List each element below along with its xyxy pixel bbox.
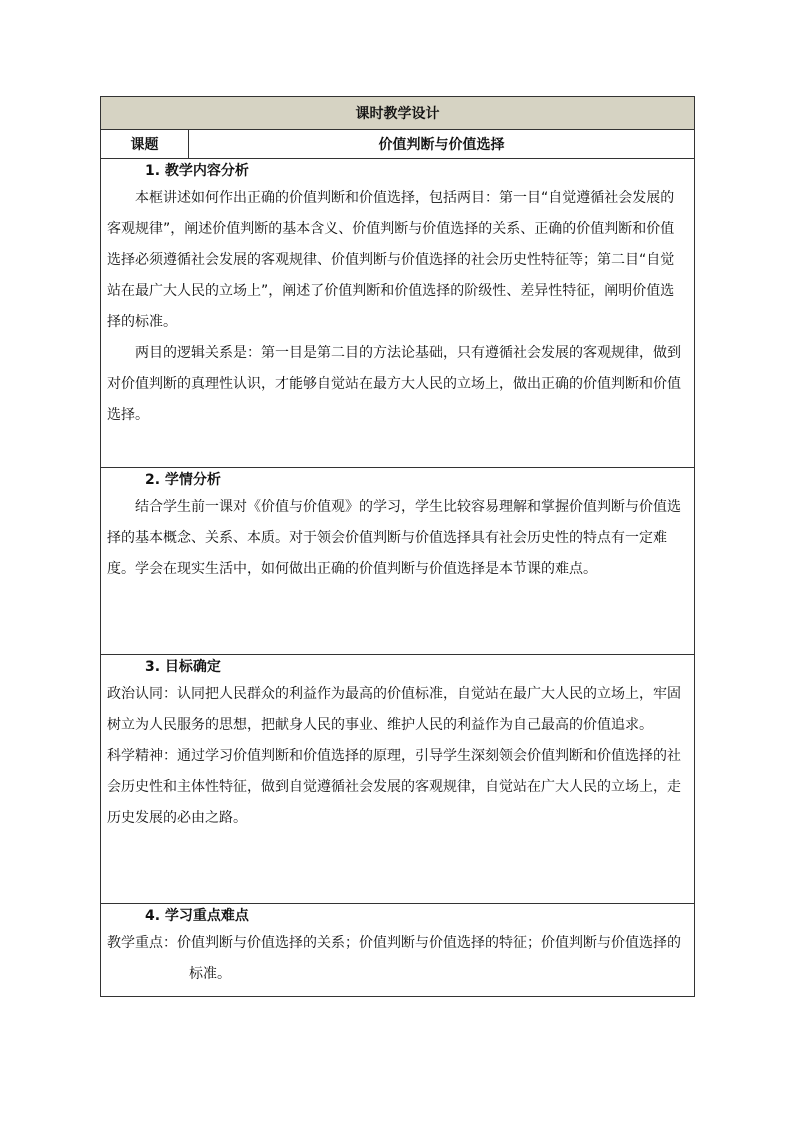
title-row bbox=[101, 97, 695, 130]
paragraph: 本框讲述如何作出正确的价值判断和价值选择，包括两目：第一目“自觉遵循社会发展的客观规律”，阐述价值判断的基本含义、价值判断与价值选择的关系、正确的价值判断和价值选择必须遵循社会发展的客观规律、价值判断与价值选择的社会历史性特征等；第二目“自觉站在最广大人民的立场上”，阐述了价值判断和价值选择的阶级性、差异性特征，阐明价值选择的标准。 bbox=[107, 190, 675, 330]
section-heading: 1. 教学内容分析 bbox=[145, 163, 249, 179]
topic-label: 课题 bbox=[101, 130, 189, 159]
topic-row bbox=[101, 130, 695, 159]
section-objectives-row bbox=[101, 655, 695, 904]
paragraph: 两目的逻辑关系是：第一目是第二目的方法论基础，只有遵循社会发展的客观规律，做到对价值判断的真理性认识，才能够自觉站在最方大人民的立场上，做出正确的价值判断和价值选择。 bbox=[107, 345, 681, 423]
paragraph: 结合学生前一课对《价值与价值观》的学习，学生比较容易理解和掌握价值判断与价值选择的基本概念、关系、本质。对于领会价值判断与价值选择具有社会历史性的特点有一定难度。学会在现实生活中，如何做出正确的价值判断与价值选择是本节课的难点。 bbox=[107, 499, 681, 577]
section-content-analysis bbox=[101, 159, 694, 431]
section-content-analysis-row bbox=[101, 159, 695, 468]
lesson-design-sheet bbox=[100, 96, 694, 997]
paragraph: 政治认同：认同把人民群众的利益作为最高的价值标准，自觉站在最广大人民的立场上，牢固树立为人民服务的思想，把献身人民的事业、维护人民的利益作为自己最高的价值追求。 bbox=[107, 686, 681, 733]
section-heading: 3. 目标确定 bbox=[145, 659, 221, 675]
section-student-analysis-row bbox=[101, 468, 695, 655]
section-objectives bbox=[101, 655, 694, 834]
section-key-points-row bbox=[101, 904, 695, 997]
topic-value: 价值判断与价值选择 bbox=[189, 130, 695, 159]
paragraph: 教学重点：价值判断与价值选择的关系；价值判断与价值选择的特征；价值判断与价值选择的标准。 bbox=[107, 935, 681, 982]
lesson-design-table bbox=[100, 96, 695, 997]
paragraph: 科学精神：通过学习价值判断和价值选择的原理，引导学生深刻领会价值判断和价值选择的社会历史性和主体性特征，做到自觉遵循社会发展的客观规律，自觉站在广大人民的立场上，走历史发展的必由之路。 bbox=[107, 748, 681, 826]
section-heading: 4. 学习重点难点 bbox=[145, 908, 249, 924]
section-student-analysis bbox=[101, 468, 694, 585]
table-title: 课时教学设计 bbox=[101, 97, 695, 130]
section-heading: 2. 学情分析 bbox=[145, 472, 221, 488]
section-key-points bbox=[101, 904, 694, 990]
